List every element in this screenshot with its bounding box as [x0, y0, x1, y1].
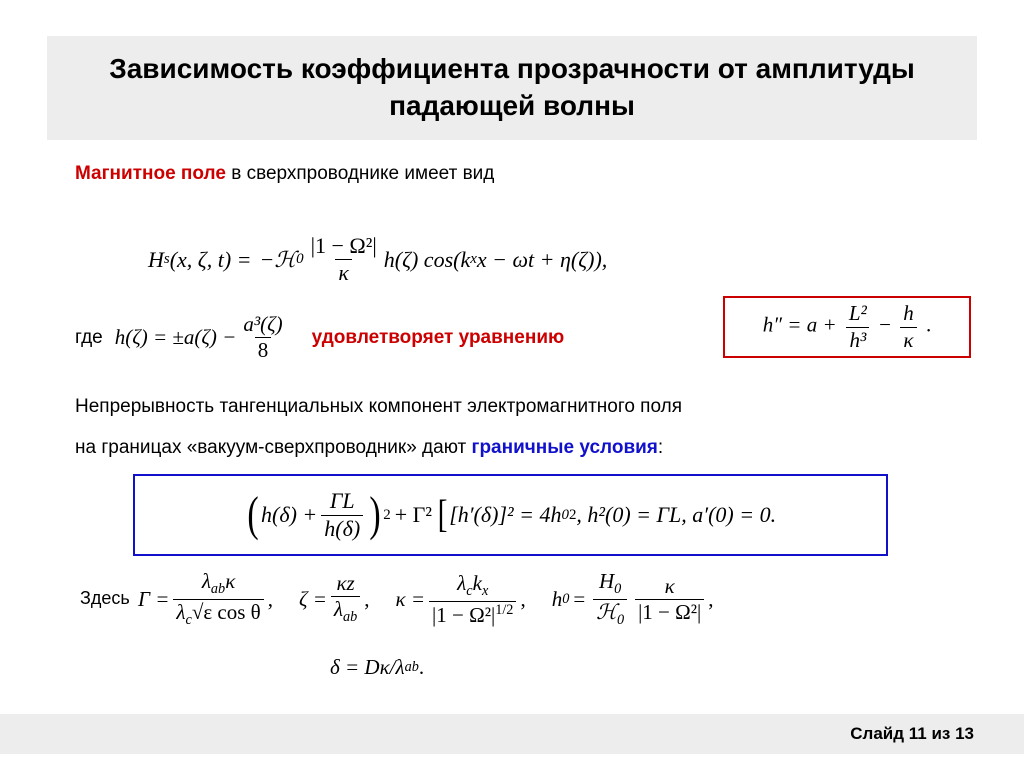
formula4: [245, 489, 776, 540]
formula5-k-den-sup: 1/2: [495, 601, 514, 618]
formula4-plus: + Γ²: [394, 502, 432, 527]
formula3-frac1-num: L²: [848, 301, 867, 326]
formula5-h-fraction: [593, 570, 627, 629]
formula5-k-num: [454, 572, 491, 601]
page-title: Зависимость коэффициента прозрачности от амплитуды падающей волны: [109, 53, 915, 121]
formula6-sub: ab: [404, 659, 419, 675]
formula2-lhs: h(ζ) = ±a(ζ) −: [114, 325, 237, 350]
formula5-k-num2: k: [472, 570, 482, 595]
formula5-gamma-num: [199, 570, 238, 599]
intro-highlight: Магнитное поле: [75, 163, 226, 184]
formula-magnetic-field: [148, 234, 607, 285]
formula1-tail-sub: x: [470, 251, 477, 268]
formula5-comma3: ,: [520, 586, 526, 611]
formula3-frac2-num: h: [903, 301, 914, 326]
formula4-close-paren: ): [369, 488, 381, 542]
formula4-p3-sup: 2: [568, 506, 577, 523]
formula5-gamma: Γ =: [138, 586, 170, 611]
formula4-p1: h(δ) +: [261, 502, 318, 527]
formula4-paren-sup: 2: [383, 506, 391, 523]
formula4-frac-den: h(δ): [321, 515, 363, 541]
formula1-tail: h(ζ) cos(k: [383, 246, 471, 272]
formula5-k-den: [429, 601, 516, 627]
formula5-h2-fraction: [635, 575, 704, 624]
formula5-g-den-sub: c: [185, 612, 192, 629]
boxed-equation-blue: [133, 474, 888, 556]
formula1-args: (x, ζ, t) =: [169, 246, 252, 272]
formula5-z-den: [331, 596, 360, 626]
formula1-frac-den: κ: [335, 259, 352, 285]
formula4-p3: [h′(δ)]² = 4h: [449, 502, 562, 527]
para3-post: :: [657, 437, 664, 458]
slide-number: Слайд 11 из 13: [850, 724, 974, 743]
formula5-gamma-fraction: [173, 570, 263, 629]
formula5-h-den-sub: 0: [616, 612, 625, 629]
formula3-fraction-2: [900, 302, 917, 351]
formula1-fraction: [308, 234, 380, 285]
formula5-zeta: ζ =: [298, 586, 327, 611]
formula4-p4: , h²(0) = ΓL, a′(0) = 0.: [576, 502, 777, 527]
formula5-g-den2: √ε cos θ: [191, 599, 261, 624]
formula6-end: .: [418, 655, 425, 679]
formula5-comma4: ,: [708, 586, 714, 611]
formula3-period: .: [925, 312, 932, 337]
formula5-g-num: λ: [201, 569, 211, 593]
formula5-comma2: ,: [364, 586, 370, 611]
formula1-h0: −ℋ: [259, 246, 297, 272]
formula-definitions: [138, 570, 713, 629]
formula5-z-num: κz: [336, 571, 355, 596]
formula4-fraction: [321, 489, 363, 540]
formula3-frac2-den: κ: [900, 327, 916, 352]
formula5-z-den-main: λ: [333, 597, 344, 622]
formula5-g-num-sub: ab: [210, 581, 226, 598]
formula4-open-bracket: [: [437, 492, 448, 537]
formula3: [763, 302, 931, 351]
formula4-frac-num: ΓL: [329, 488, 355, 514]
paragraph-boundary: [75, 437, 663, 459]
formula5-comma1: ,: [267, 586, 273, 611]
formula4-p3-sub: 0: [561, 506, 569, 523]
formula1-frac-num: |1 − Ω²|: [310, 233, 377, 258]
formula5-k-num2-sub: x: [481, 583, 489, 600]
formula2-fraction: [240, 313, 285, 362]
formula1-lhs: H: [148, 246, 164, 272]
formula5-h-num-main: H: [598, 569, 615, 593]
formula5-h0-eq: =: [573, 586, 586, 611]
where-row: [75, 313, 564, 362]
formula5-g-num2: κ: [225, 569, 236, 593]
formula1-tail2: x − ωt + η(ζ)),: [476, 246, 608, 272]
formula3-lhs: h″ = a +: [762, 312, 837, 337]
formula5-h-num-sub: 0: [614, 581, 622, 598]
formula1-h0-sub: 0: [296, 251, 304, 268]
formula5-h0-sub: 0: [562, 590, 570, 607]
formula5-g-den: λ: [176, 599, 186, 624]
formula5-k-num-sub: c: [466, 583, 473, 600]
formula3-minus: −: [879, 312, 891, 337]
formula5-z-den-sub: ab: [343, 609, 358, 626]
formula3-frac1-den: h³: [846, 327, 869, 352]
formula5-h2-den: |1 − Ω²|: [635, 599, 704, 624]
formula5-zeta-fraction: [331, 572, 360, 626]
formula3-fraction-1: [846, 302, 870, 351]
intro-rest: в сверхпроводнике имеет вид: [225, 163, 495, 184]
formula5-h0: h: [551, 586, 563, 611]
formula-h-definition: [115, 313, 290, 362]
formula5-kappa-fraction: [429, 572, 516, 627]
formula5-kappa: κ =: [395, 586, 426, 611]
formula1-lhs-sup: s: [163, 251, 170, 268]
satisfies-phrase: удовлетворяет уравнению: [311, 326, 565, 348]
formula6-main: δ = Dκ/λ: [330, 655, 405, 679]
formula-delta: [330, 655, 424, 680]
formula5-k-num-main: λ: [457, 570, 467, 595]
formula5-h-den-main: ℋ: [596, 599, 617, 624]
where-label: где: [75, 326, 103, 348]
boxed-equation-red: [723, 296, 971, 358]
formula5-k-den-main: |1 − Ω²|: [432, 602, 496, 627]
para3-highlight: граничные условия: [471, 437, 658, 458]
formula4-open-paren: (: [247, 488, 259, 542]
title-band: [47, 36, 977, 140]
intro-line: [75, 163, 494, 185]
formula5-h-den: [593, 599, 627, 629]
formula5-h-num: [596, 570, 624, 599]
here-label: Здесь: [80, 588, 130, 608]
formula2-frac-num: a³(ζ): [243, 312, 283, 336]
formula5-h2-num: κ: [664, 573, 675, 598]
formula2-frac-den: 8: [255, 337, 272, 362]
formula5-gamma-den: [173, 599, 263, 629]
paragraph-continuity: Непрерывность тангенциальных компонент электромагнитного поля: [75, 396, 682, 417]
para3-pre: на границах «вакуум-сверхпроводник» дают: [75, 437, 472, 458]
